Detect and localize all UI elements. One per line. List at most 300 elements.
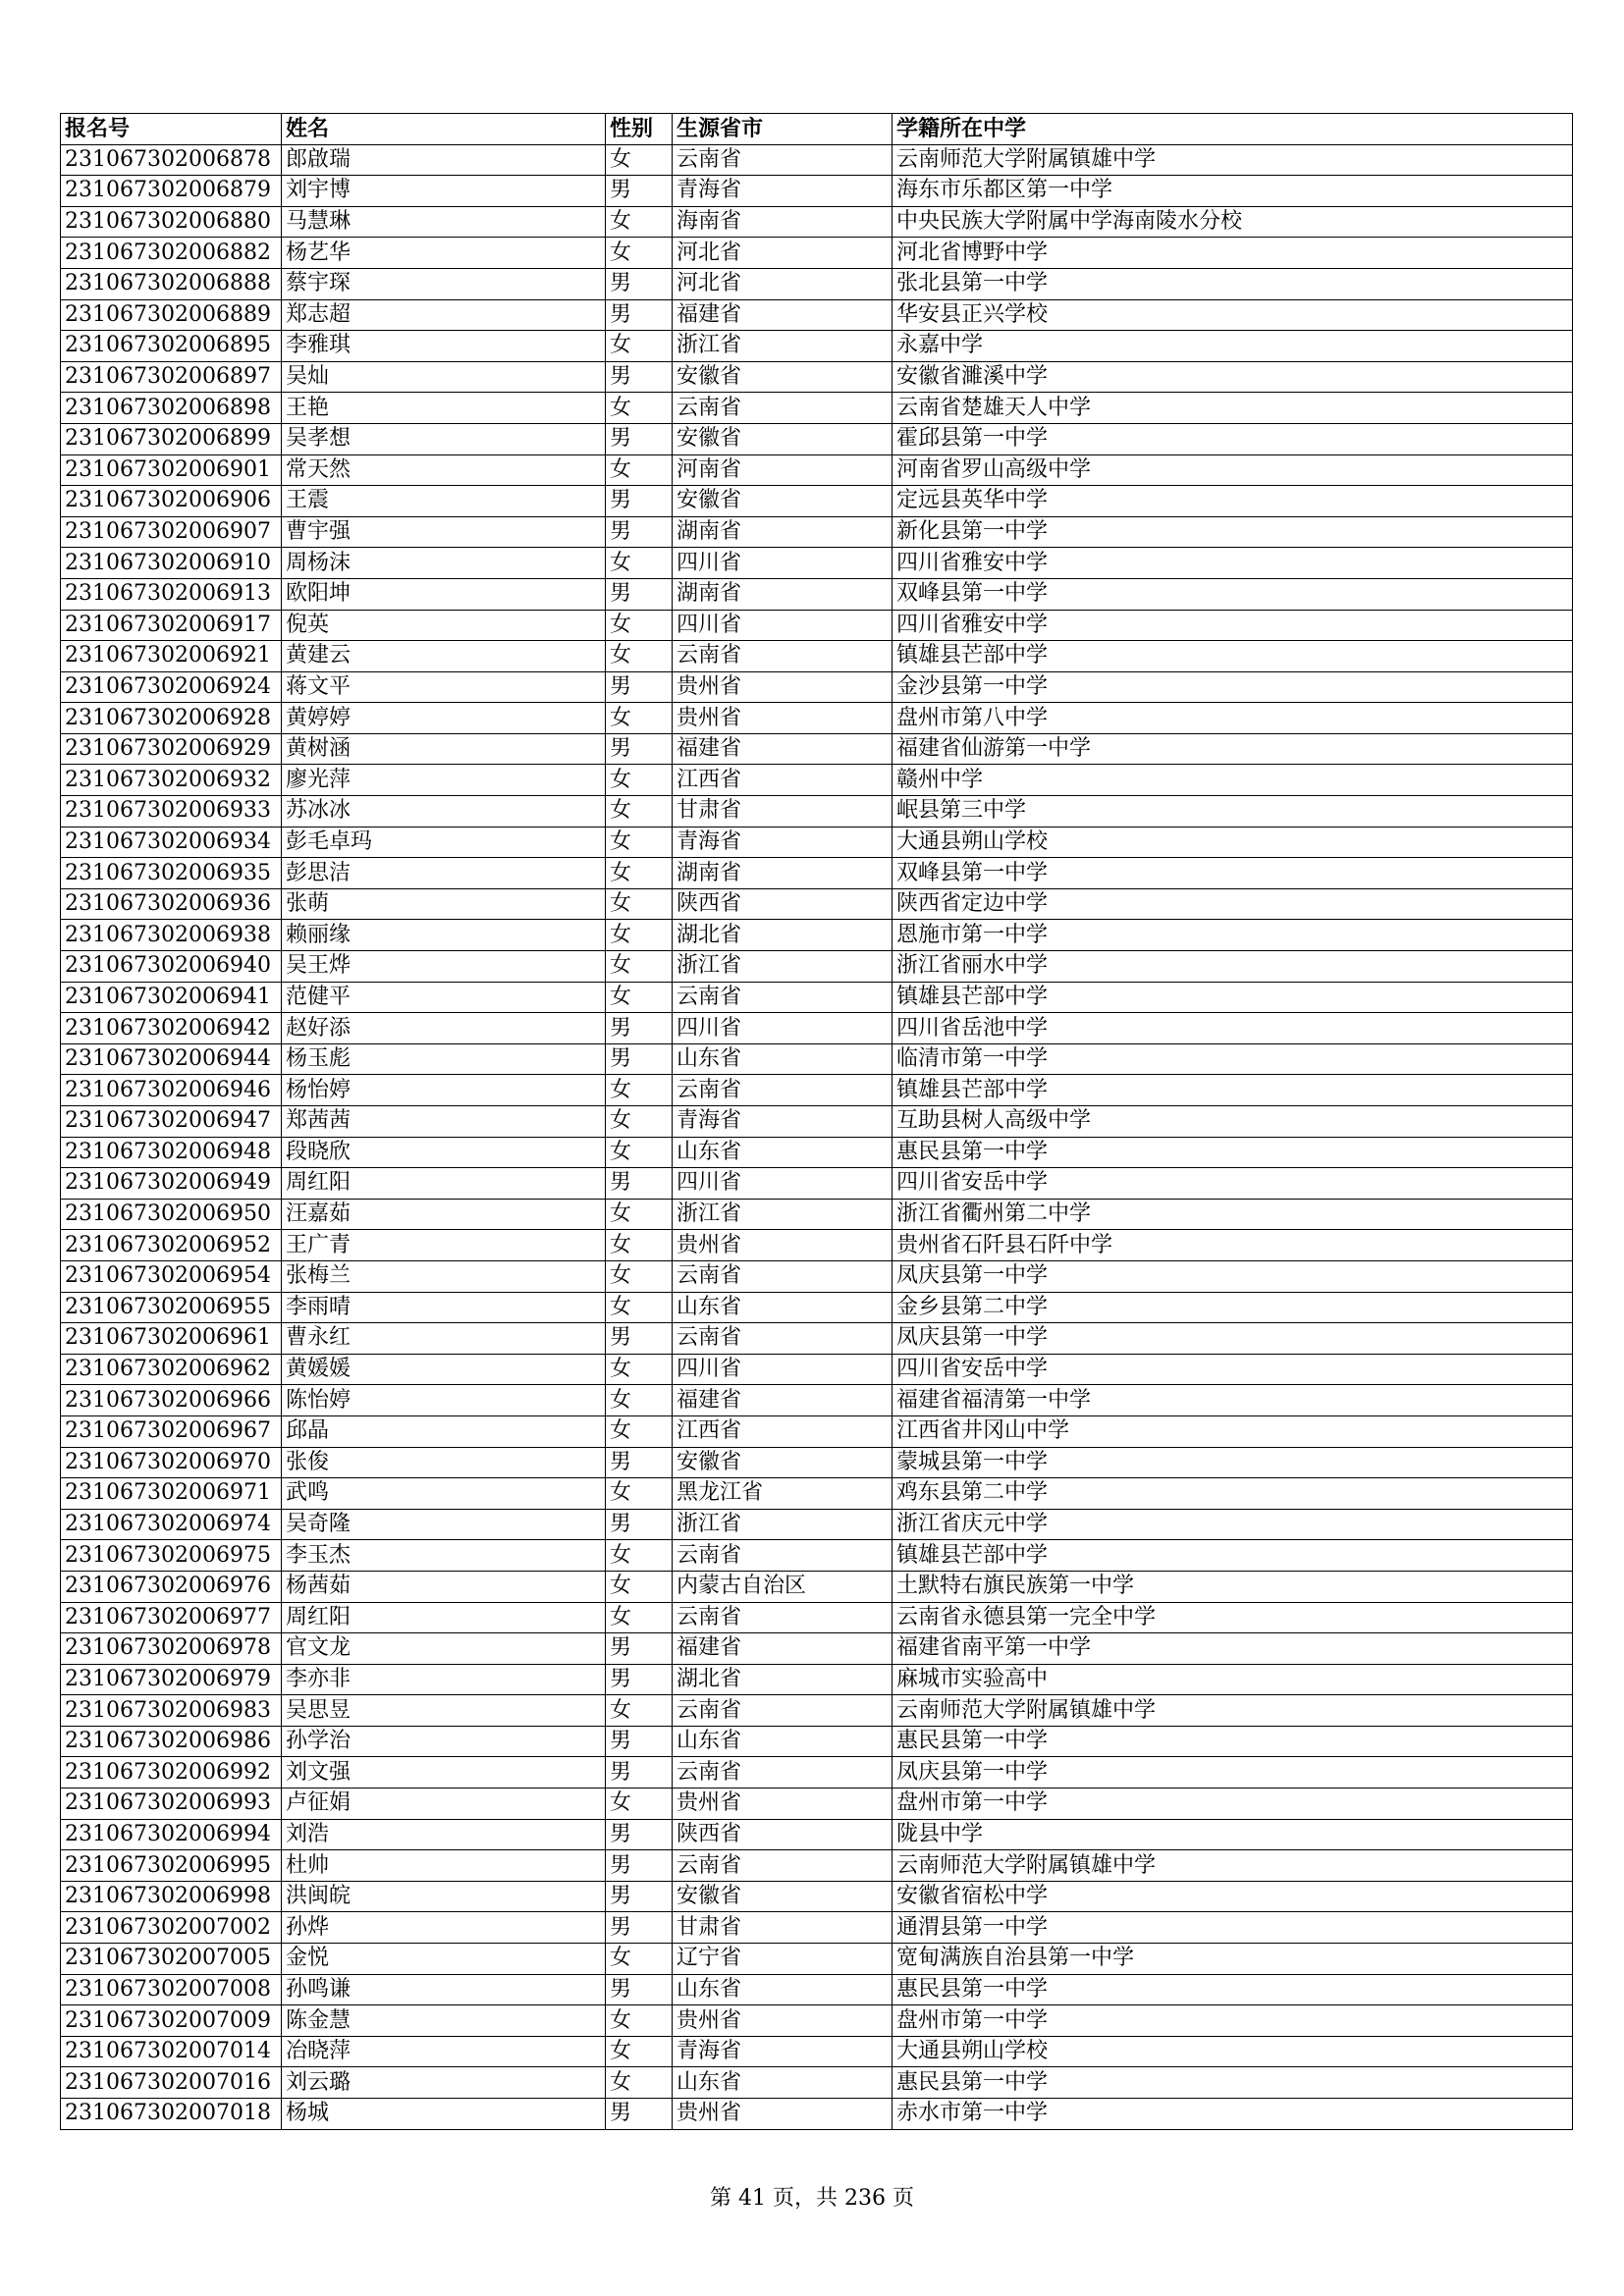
table-row (61, 1602, 1573, 1633)
cell-school: 镇雄县芒部中学 (893, 641, 1573, 672)
cell-name: 邱晶 (282, 1415, 606, 1447)
cell-gender: 女 (606, 548, 673, 579)
cell-name: 赵好添 (282, 1013, 606, 1044)
cell-name: 黄媛媛 (282, 1354, 606, 1385)
cell-province: 安徽省 (673, 1447, 893, 1478)
cell-registration-number: 231067302006897 (61, 361, 282, 393)
cell-school: 河南省罗山高级中学 (893, 454, 1573, 486)
cell-province: 浙江省 (673, 1509, 893, 1540)
cell-gender: 女 (606, 1695, 673, 1727)
cell-gender: 女 (606, 2067, 673, 2099)
cell-name: 赖丽缘 (282, 920, 606, 951)
table-row (61, 1385, 1573, 1416)
cell-registration-number: 231067302006910 (61, 548, 282, 579)
cell-school: 安徽省宿松中学 (893, 1881, 1573, 1912)
table-row (61, 1571, 1573, 1602)
table-row (61, 858, 1573, 889)
cell-gender: 男 (606, 1323, 673, 1355)
cell-gender: 女 (606, 1137, 673, 1168)
cell-gender: 男 (606, 1850, 673, 1882)
cell-gender: 女 (606, 827, 673, 858)
cell-school: 惠民县第一中学 (893, 1974, 1573, 2005)
cell-gender: 女 (606, 1944, 673, 1975)
cell-school: 双峰县第一中学 (893, 578, 1573, 610)
cell-name: 吴奇隆 (282, 1509, 606, 1540)
cell-province: 四川省 (673, 610, 893, 641)
cell-school: 凤庆县第一中学 (893, 1260, 1573, 1292)
cell-province: 贵州省 (673, 2099, 893, 2130)
table-row (61, 238, 1573, 269)
table-row (61, 1447, 1573, 1478)
table-row (61, 1013, 1573, 1044)
cell-registration-number: 231067302006949 (61, 1168, 282, 1200)
cell-school: 云南师范大学附属镇雄中学 (893, 1850, 1573, 1882)
table-row (61, 423, 1573, 454)
table-row (61, 1540, 1573, 1572)
cell-school: 四川省安岳中学 (893, 1354, 1573, 1385)
cell-gender: 男 (606, 176, 673, 207)
cell-province: 云南省 (673, 641, 893, 672)
cell-name: 杨城 (282, 2099, 606, 2130)
cell-gender: 女 (606, 393, 673, 424)
cell-province: 四川省 (673, 1354, 893, 1385)
cell-school: 镇雄县芒部中学 (893, 982, 1573, 1013)
cell-province: 湖南省 (673, 578, 893, 610)
table-row (61, 796, 1573, 828)
cell-gender: 女 (606, 982, 673, 1013)
cell-gender: 女 (606, 1260, 673, 1292)
cell-registration-number: 231067302006944 (61, 1043, 282, 1075)
cell-gender: 女 (606, 2036, 673, 2067)
cell-registration-number: 231067302006948 (61, 1137, 282, 1168)
cell-school: 盘州市第一中学 (893, 1789, 1573, 1820)
cell-registration-number: 231067302006940 (61, 951, 282, 983)
cell-gender: 男 (606, 1664, 673, 1695)
table-row (61, 1850, 1573, 1882)
cell-province: 青海省 (673, 1106, 893, 1138)
cell-registration-number: 231067302007014 (61, 2036, 282, 2067)
cell-registration-number: 231067302006971 (61, 1478, 282, 1510)
cell-school: 河北省博野中学 (893, 238, 1573, 269)
cell-registration-number: 231067302006934 (61, 827, 282, 858)
cell-name: 汪嘉茹 (282, 1199, 606, 1230)
cell-registration-number: 231067302006878 (61, 144, 282, 176)
table-row (61, 1726, 1573, 1757)
cell-school: 陕西省定边中学 (893, 888, 1573, 920)
cell-school: 凤庆县第一中学 (893, 1757, 1573, 1789)
cell-name: 张梅兰 (282, 1260, 606, 1292)
cell-school: 盘州市第八中学 (893, 703, 1573, 734)
cell-registration-number: 231067302006993 (61, 1789, 282, 1820)
table-row (61, 1819, 1573, 1850)
cell-registration-number: 231067302006986 (61, 1726, 282, 1757)
cell-gender: 女 (606, 703, 673, 734)
cell-name: 冶晓萍 (282, 2036, 606, 2067)
cell-province: 江西省 (673, 1415, 893, 1447)
cell-school: 四川省安岳中学 (893, 1168, 1573, 1200)
cell-registration-number: 231067302006933 (61, 796, 282, 828)
cell-registration-number: 231067302006879 (61, 176, 282, 207)
cell-registration-number: 231067302006983 (61, 1695, 282, 1727)
table-row (61, 1260, 1573, 1292)
cell-gender: 女 (606, 331, 673, 362)
cell-registration-number: 231067302006913 (61, 578, 282, 610)
cell-registration-number: 231067302006932 (61, 765, 282, 796)
cell-province: 贵州省 (673, 2005, 893, 2037)
table-row (61, 299, 1573, 331)
cell-gender: 女 (606, 454, 673, 486)
table-row (61, 268, 1573, 299)
cell-province: 甘肃省 (673, 796, 893, 828)
cell-school: 江西省井冈山中学 (893, 1415, 1573, 1447)
cell-province: 云南省 (673, 1260, 893, 1292)
table-row (61, 1354, 1573, 1385)
cell-name: 范健平 (282, 982, 606, 1013)
cell-name: 廖光萍 (282, 765, 606, 796)
cell-province: 四川省 (673, 1013, 893, 1044)
table-row (61, 1075, 1573, 1106)
table-row (61, 578, 1573, 610)
cell-school: 镇雄县芒部中学 (893, 1540, 1573, 1572)
cell-registration-number: 231067302006907 (61, 516, 282, 548)
cell-name: 孙烨 (282, 1912, 606, 1944)
cell-registration-number: 231067302007005 (61, 1944, 282, 1975)
cell-province: 安徽省 (673, 423, 893, 454)
cell-registration-number: 231067302006906 (61, 486, 282, 517)
cell-gender: 女 (606, 2005, 673, 2037)
cell-name: 郎啟瑞 (282, 144, 606, 176)
cell-name: 吴孝想 (282, 423, 606, 454)
cell-registration-number: 231067302007008 (61, 1974, 282, 2005)
cell-province: 云南省 (673, 982, 893, 1013)
cell-school: 新化县第一中学 (893, 516, 1573, 548)
table-row (61, 1633, 1573, 1665)
cell-registration-number: 231067302006917 (61, 610, 282, 641)
cell-school: 浙江省庆元中学 (893, 1509, 1573, 1540)
table-row (61, 361, 1573, 393)
cell-gender: 男 (606, 578, 673, 610)
table-row (61, 920, 1573, 951)
cell-school: 镇雄县芒部中学 (893, 1075, 1573, 1106)
table-row (61, 1415, 1573, 1447)
cell-school: 张北县第一中学 (893, 268, 1573, 299)
cell-province: 四川省 (673, 1168, 893, 1200)
cell-registration-number: 231067302006955 (61, 1292, 282, 1323)
table-row (61, 206, 1573, 238)
cell-province: 河北省 (673, 238, 893, 269)
header-school: 学籍所在中学 (893, 114, 1573, 145)
cell-gender: 女 (606, 1789, 673, 1820)
cell-province: 贵州省 (673, 671, 893, 703)
table-row (61, 1230, 1573, 1261)
cell-name: 陈怡婷 (282, 1385, 606, 1416)
cell-school: 云南师范大学附属镇雄中学 (893, 144, 1573, 176)
cell-registration-number: 231067302007018 (61, 2099, 282, 2130)
cell-school: 定远县英华中学 (893, 486, 1573, 517)
cell-name: 周杨沫 (282, 548, 606, 579)
cell-name: 黄婷婷 (282, 703, 606, 734)
cell-province: 贵州省 (673, 1789, 893, 1820)
table-row (61, 982, 1573, 1013)
cell-province: 云南省 (673, 1695, 893, 1727)
table-row (61, 331, 1573, 362)
cell-registration-number: 231067302006998 (61, 1881, 282, 1912)
cell-name: 陈金慧 (282, 2005, 606, 2037)
cell-school: 惠民县第一中学 (893, 2067, 1573, 2099)
cell-gender: 女 (606, 1354, 673, 1385)
cell-province: 安徽省 (673, 1881, 893, 1912)
cell-name: 洪闽皖 (282, 1881, 606, 1912)
cell-name: 段晓欣 (282, 1137, 606, 1168)
cell-province: 山东省 (673, 2067, 893, 2099)
cell-name: 苏冰冰 (282, 796, 606, 828)
cell-name: 马慧琳 (282, 206, 606, 238)
cell-province: 山东省 (673, 1974, 893, 2005)
cell-registration-number: 231067302006938 (61, 920, 282, 951)
cell-gender: 男 (606, 1168, 673, 1200)
cell-province: 山东省 (673, 1043, 893, 1075)
cell-name: 黄建云 (282, 641, 606, 672)
cell-registration-number: 231067302006889 (61, 299, 282, 331)
cell-school: 华安县正兴学校 (893, 299, 1573, 331)
cell-name: 蒋文平 (282, 671, 606, 703)
cell-registration-number: 231067302006979 (61, 1664, 282, 1695)
cell-province: 辽宁省 (673, 1944, 893, 1975)
cell-school: 蒙城县第一中学 (893, 1447, 1573, 1478)
table-row (61, 1043, 1573, 1075)
cell-school: 安徽省濉溪中学 (893, 361, 1573, 393)
cell-registration-number: 231067302007002 (61, 1912, 282, 1944)
cell-province: 河北省 (673, 268, 893, 299)
cell-province: 云南省 (673, 1540, 893, 1572)
cell-province: 贵州省 (673, 703, 893, 734)
cell-gender: 男 (606, 486, 673, 517)
cell-province: 海南省 (673, 206, 893, 238)
cell-school: 浙江省丽水中学 (893, 951, 1573, 983)
cell-name: 郑茜茜 (282, 1106, 606, 1138)
cell-gender: 男 (606, 1912, 673, 1944)
cell-province: 陕西省 (673, 888, 893, 920)
cell-gender: 女 (606, 1415, 673, 1447)
cell-school: 大通县朔山学校 (893, 2036, 1573, 2067)
cell-province: 浙江省 (673, 1199, 893, 1230)
cell-school: 赣州中学 (893, 765, 1573, 796)
cell-gender: 男 (606, 361, 673, 393)
table-row (61, 393, 1573, 424)
cell-name: 刘宇博 (282, 176, 606, 207)
cell-gender: 男 (606, 299, 673, 331)
table-row (61, 1168, 1573, 1200)
table-row (61, 1106, 1573, 1138)
cell-registration-number: 231067302006976 (61, 1571, 282, 1602)
cell-gender: 女 (606, 1106, 673, 1138)
cell-registration-number: 231067302006929 (61, 733, 282, 765)
cell-gender: 男 (606, 1447, 673, 1478)
cell-province: 黑龙江省 (673, 1478, 893, 1510)
cell-registration-number: 231067302007009 (61, 2005, 282, 2037)
cell-name: 蔡宇琛 (282, 268, 606, 299)
cell-school: 云南省楚雄天人中学 (893, 393, 1573, 424)
cell-province: 云南省 (673, 393, 893, 424)
cell-province: 山东省 (673, 1292, 893, 1323)
cell-province: 云南省 (673, 144, 893, 176)
cell-school: 土默特右旗民族第一中学 (893, 1571, 1573, 1602)
cell-registration-number: 231067302006975 (61, 1540, 282, 1572)
cell-registration-number: 231067302006898 (61, 393, 282, 424)
cell-registration-number: 231067302006941 (61, 982, 282, 1013)
cell-province: 福建省 (673, 733, 893, 765)
cell-school: 霍邱县第一中学 (893, 423, 1573, 454)
cell-gender: 男 (606, 1509, 673, 1540)
cell-province: 安徽省 (673, 486, 893, 517)
header-gender: 性别 (606, 114, 673, 145)
cell-registration-number: 231067302006954 (61, 1260, 282, 1292)
cell-school: 盘州市第一中学 (893, 2005, 1573, 2037)
cell-province: 山东省 (673, 1137, 893, 1168)
cell-province: 湖南省 (673, 516, 893, 548)
cell-gender: 男 (606, 2099, 673, 2130)
cell-school: 赤水市第一中学 (893, 2099, 1573, 2130)
cell-school: 福建省南平第一中学 (893, 1633, 1573, 1665)
cell-name: 周红阳 (282, 1168, 606, 1200)
cell-registration-number: 231067302006899 (61, 423, 282, 454)
cell-name: 刘云璐 (282, 2067, 606, 2099)
cell-province: 内蒙古自治区 (673, 1571, 893, 1602)
cell-name: 孙学治 (282, 1726, 606, 1757)
table-row (61, 454, 1573, 486)
cell-registration-number: 231067302006994 (61, 1819, 282, 1850)
cell-gender: 女 (606, 144, 673, 176)
cell-name: 李雅琪 (282, 331, 606, 362)
cell-school: 云南师范大学附属镇雄中学 (893, 1695, 1573, 1727)
cell-province: 安徽省 (673, 361, 893, 393)
cell-gender: 男 (606, 1726, 673, 1757)
cell-registration-number: 231067302006901 (61, 454, 282, 486)
cell-gender: 男 (606, 1013, 673, 1044)
cell-province: 湖北省 (673, 1664, 893, 1695)
table-row (61, 548, 1573, 579)
cell-name: 杨艺华 (282, 238, 606, 269)
cell-school: 通渭县第一中学 (893, 1912, 1573, 1944)
cell-name: 周红阳 (282, 1602, 606, 1633)
cell-school: 福建省仙游第一中学 (893, 733, 1573, 765)
table-row (61, 1478, 1573, 1510)
cell-gender: 女 (606, 610, 673, 641)
cell-registration-number: 231067302006970 (61, 1447, 282, 1478)
cell-gender: 男 (606, 423, 673, 454)
cell-name: 杜帅 (282, 1850, 606, 1882)
cell-name: 彭思洁 (282, 858, 606, 889)
table-row (61, 671, 1573, 703)
cell-name: 官文龙 (282, 1633, 606, 1665)
cell-registration-number: 231067302006966 (61, 1385, 282, 1416)
table-row (61, 641, 1573, 672)
cell-gender: 男 (606, 1819, 673, 1850)
table-row (61, 1509, 1573, 1540)
table-header-row (61, 114, 1573, 145)
cell-province: 湖南省 (673, 858, 893, 889)
table-row (61, 2005, 1573, 2037)
table-row (61, 703, 1573, 734)
table-row (61, 1757, 1573, 1789)
table-row (61, 176, 1573, 207)
cell-school: 四川省雅安中学 (893, 610, 1573, 641)
cell-registration-number: 231067302006880 (61, 206, 282, 238)
cell-province: 河南省 (673, 454, 893, 486)
table-row (61, 1137, 1573, 1168)
table-row (61, 516, 1573, 548)
cell-gender: 女 (606, 238, 673, 269)
cell-registration-number: 231067302006952 (61, 1230, 282, 1261)
cell-name: 刘浩 (282, 1819, 606, 1850)
cell-registration-number: 231067302006950 (61, 1199, 282, 1230)
cell-gender: 男 (606, 268, 673, 299)
cell-school: 贵州省石阡县石阡中学 (893, 1230, 1573, 1261)
cell-gender: 女 (606, 858, 673, 889)
cell-school: 双峰县第一中学 (893, 858, 1573, 889)
cell-name: 黄树涵 (282, 733, 606, 765)
cell-name: 欧阳坤 (282, 578, 606, 610)
cell-name: 李亦非 (282, 1664, 606, 1695)
cell-province: 云南省 (673, 1757, 893, 1789)
cell-registration-number: 231067302006936 (61, 888, 282, 920)
cell-name: 张萌 (282, 888, 606, 920)
cell-gender: 女 (606, 1540, 673, 1572)
cell-gender: 女 (606, 1075, 673, 1106)
table-row (61, 1974, 1573, 2005)
cell-school: 麻城市实验高中 (893, 1664, 1573, 1695)
cell-gender: 男 (606, 1974, 673, 2005)
table-row (61, 1664, 1573, 1695)
cell-school: 海东市乐都区第一中学 (893, 176, 1573, 207)
cell-gender: 女 (606, 1230, 673, 1261)
cell-gender: 男 (606, 671, 673, 703)
cell-registration-number: 231067302006882 (61, 238, 282, 269)
cell-registration-number: 231067302006974 (61, 1509, 282, 1540)
cell-registration-number: 231067302006978 (61, 1633, 282, 1665)
cell-gender: 女 (606, 796, 673, 828)
cell-registration-number: 231067302006942 (61, 1013, 282, 1044)
cell-gender: 男 (606, 733, 673, 765)
cell-registration-number: 231067302006961 (61, 1323, 282, 1355)
cell-name: 金悦 (282, 1944, 606, 1975)
cell-name: 孙鸣谦 (282, 1974, 606, 2005)
cell-registration-number: 231067302006928 (61, 703, 282, 734)
cell-province: 青海省 (673, 2036, 893, 2067)
cell-school: 浙江省衢州第二中学 (893, 1199, 1573, 1230)
cell-province: 福建省 (673, 299, 893, 331)
cell-name: 吴思昱 (282, 1695, 606, 1727)
cell-province: 云南省 (673, 1075, 893, 1106)
header-name: 姓名 (282, 114, 606, 145)
cell-gender: 女 (606, 765, 673, 796)
cell-gender: 女 (606, 951, 673, 983)
cell-name: 李玉杰 (282, 1540, 606, 1572)
cell-registration-number: 231067302006992 (61, 1757, 282, 1789)
cell-province: 云南省 (673, 1602, 893, 1633)
cell-gender: 男 (606, 516, 673, 548)
cell-province: 浙江省 (673, 331, 893, 362)
cell-province: 浙江省 (673, 951, 893, 983)
cell-registration-number: 231067302006895 (61, 331, 282, 362)
cell-school: 四川省雅安中学 (893, 548, 1573, 579)
cell-gender: 男 (606, 1757, 673, 1789)
table-row (61, 1789, 1573, 1820)
cell-gender: 女 (606, 206, 673, 238)
cell-registration-number: 231067302007016 (61, 2067, 282, 2099)
cell-name: 曹宇强 (282, 516, 606, 548)
header-province: 生源省市 (673, 114, 893, 145)
